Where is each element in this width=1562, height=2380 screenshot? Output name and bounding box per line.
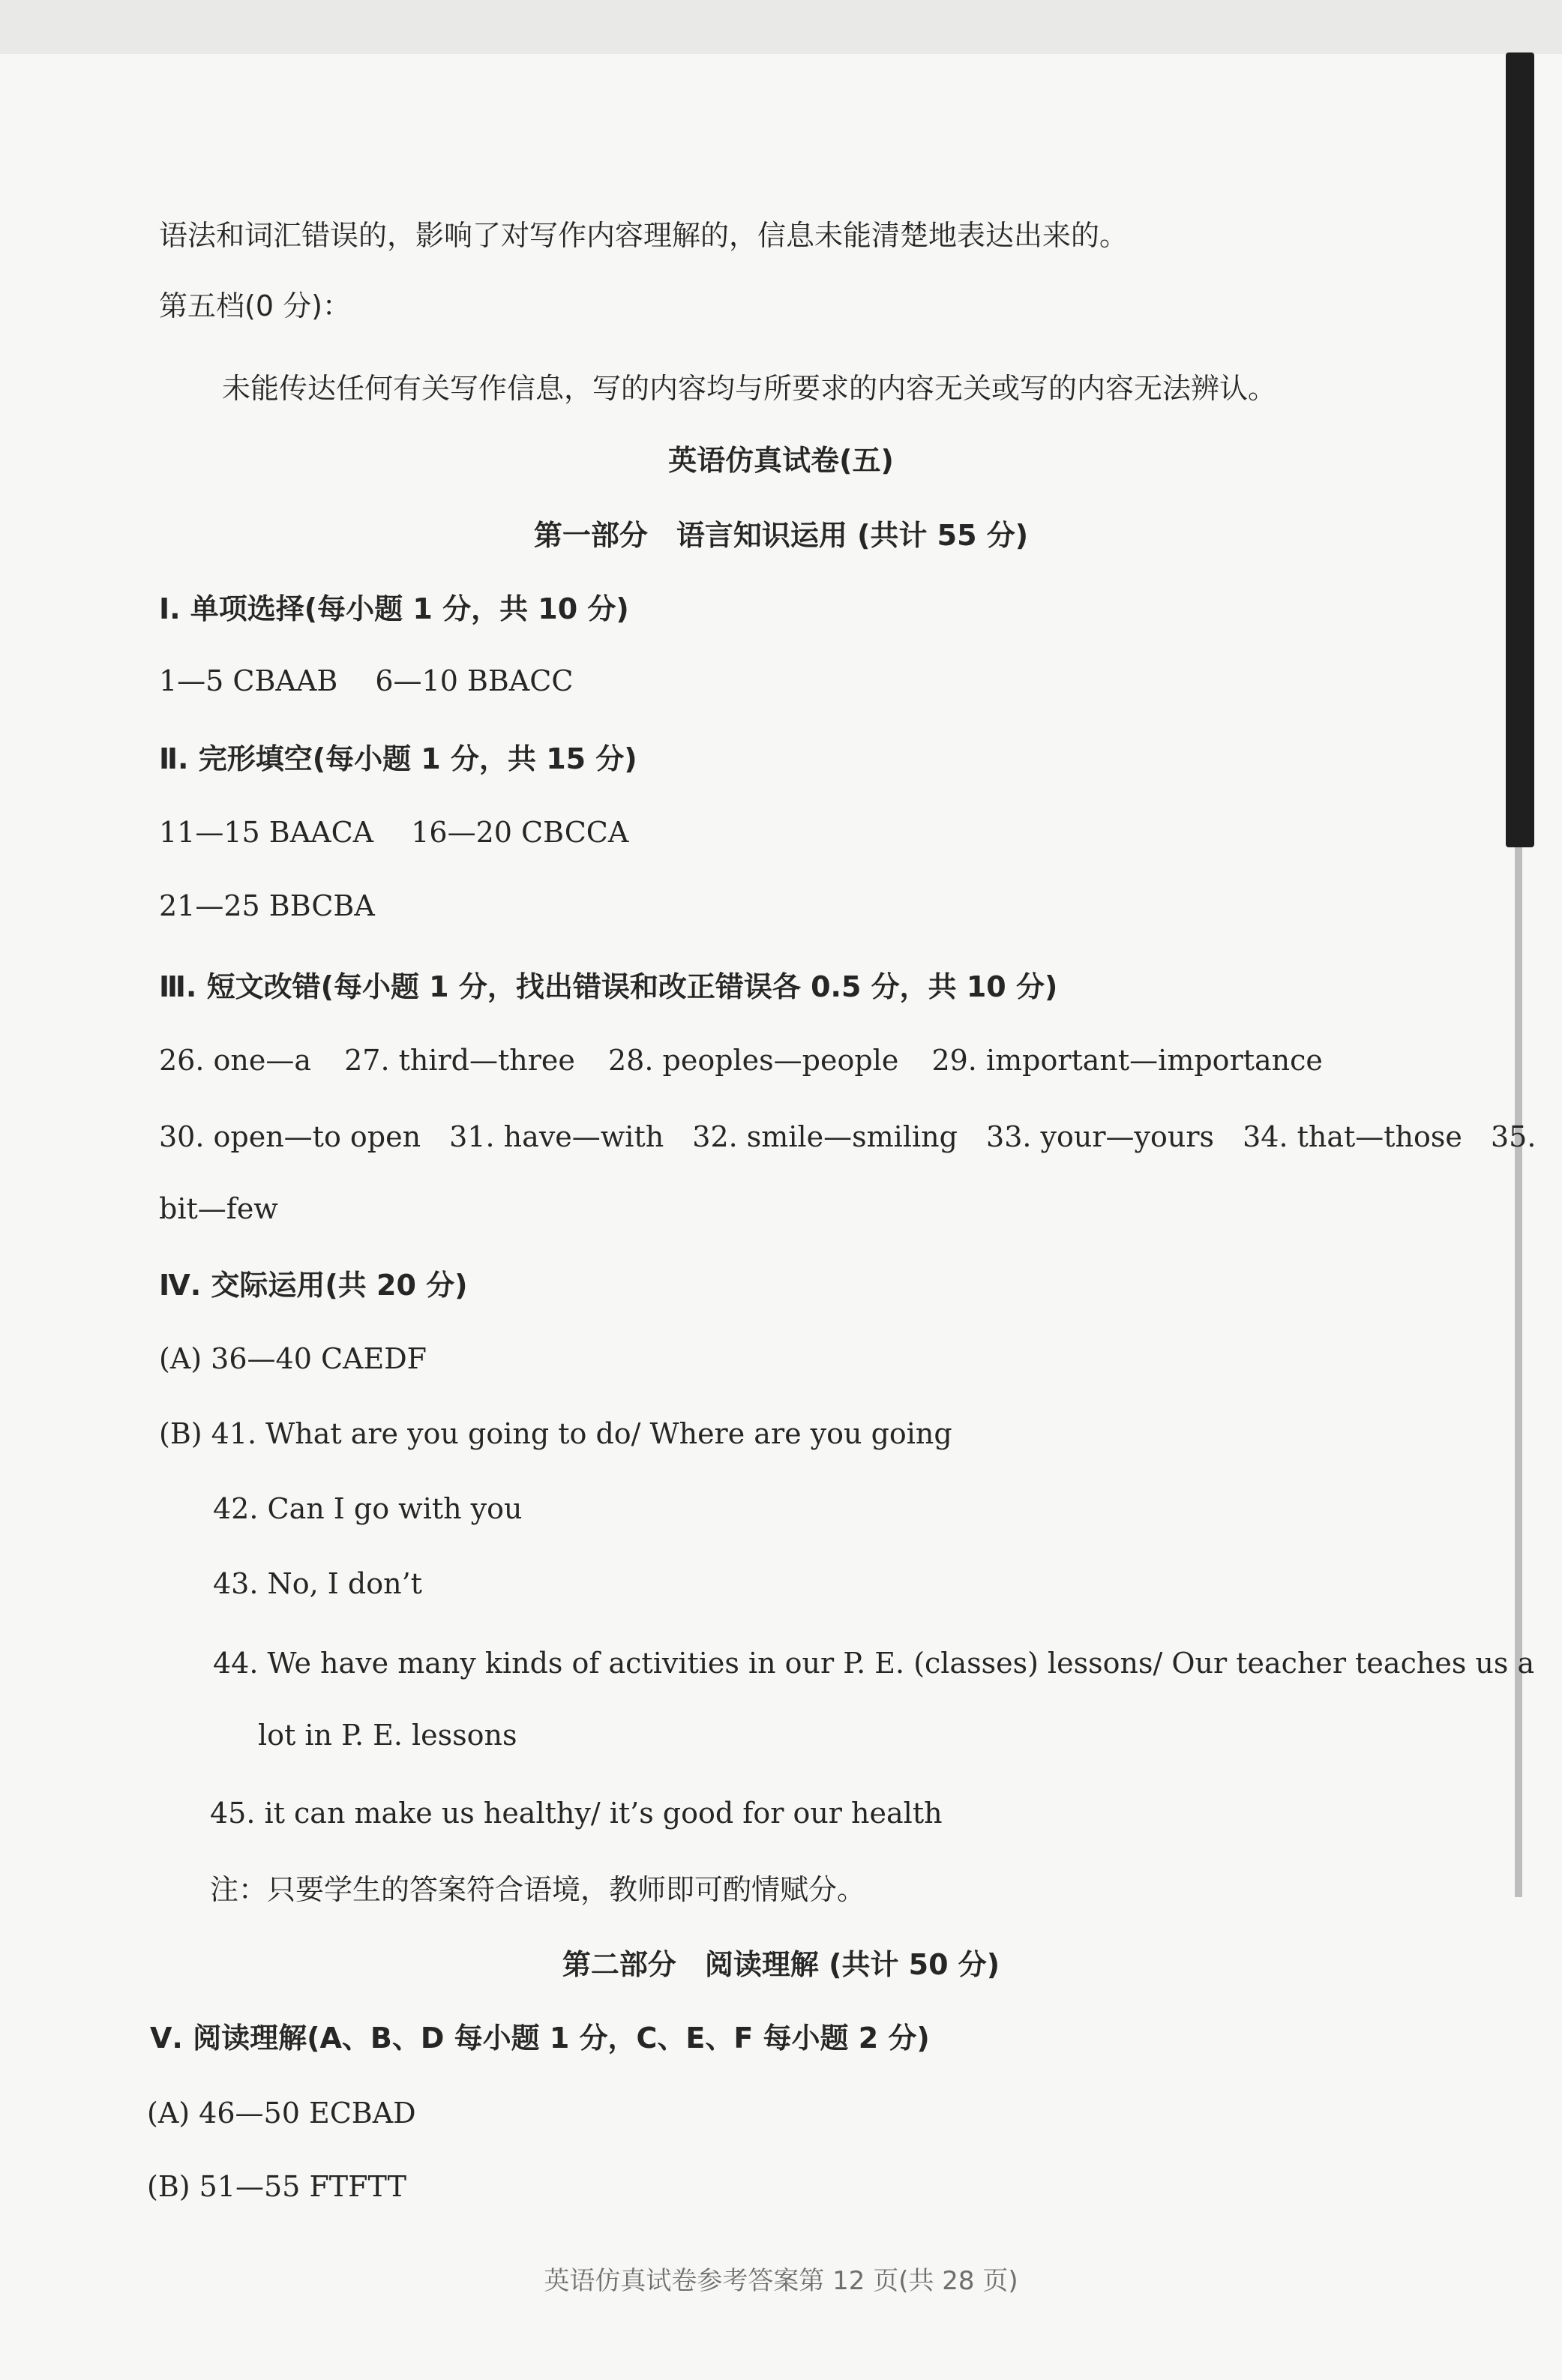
section-2-answers-row-1 (159, 814, 628, 850)
part-two-title: 第二部分 阅读理解 (共计 50 分) (562, 1948, 1000, 1981)
correction: 33. your—yours (986, 1120, 1215, 1153)
section-3-corrections-row-2 (159, 1119, 1536, 1155)
section-3-heading: Ⅲ. 短文改错(每小题 1 分，找出错误和改正错误各 0.5 分，共 10 分) (159, 970, 1058, 1003)
intro-line-2: 第五档(0 分)： (159, 289, 351, 322)
intro-line-1: 语法和词汇错误的，影响了对写作内容理解的，信息未能清楚地表达出来的。 (159, 219, 1129, 252)
intro-line-3: 未能传达任何有关写作信息，写的内容均与所要求的内容无关或写的内容无法辨认。 (222, 372, 1277, 405)
part-one-title: 第一部分 语言知识运用 (共计 55 分) (533, 519, 1029, 552)
section-4-answer-45: 45. it can make us healthy/ it’s good for our health (210, 1797, 943, 1830)
section-1-heading: Ⅰ. 单项选择(每小题 1 分，共 10 分) (159, 592, 629, 625)
section-4-part-a: (A) 36—40 CAEDF (159, 1342, 427, 1375)
section-5-heading: Ⅴ. 阅读理解(A、B、D 每小题 1 分，C、E、F 每小题 2 分) (150, 2022, 930, 2055)
section-5-part-b: (B) 51—55 FTFTT (147, 2170, 406, 2203)
section-4-answer-44-cont: lot in P. E. lessons (258, 1719, 517, 1752)
correction: 29. important—importance (931, 1044, 1323, 1077)
correction: 31. have—with (449, 1120, 664, 1153)
correction: 28. peoples—people (608, 1044, 899, 1077)
section-4-answer-41: (B) 41. What are you going to do/ Where are you going (159, 1417, 952, 1450)
correction: 30. open—to open (159, 1120, 421, 1153)
correction: 32. smile—smiling (692, 1120, 958, 1153)
section-4-answer-44: 44. We have many kinds of activities in our P. E. (classes) lessons/ Our teacher teaches us a (213, 1647, 1535, 1680)
section-3-corrections-row-3: bit—few (159, 1192, 278, 1225)
section-2-heading: Ⅱ. 完形填空(每小题 1 分，共 15 分) (159, 742, 637, 775)
section-3-corrections-row-1 (159, 1042, 1323, 1078)
section-4-answer-43: 43. No, I don’t (213, 1567, 422, 1600)
answer-group: 16—20 CBCCA (411, 816, 629, 849)
correction: 34. that—those (1243, 1120, 1462, 1153)
section-5-part-a: (A) 46—50 ECBAD (147, 2097, 416, 2130)
section-1-answers (159, 663, 573, 699)
correction: 35. (1491, 1120, 1537, 1153)
answer-group: 1—5 CBAAB (159, 664, 338, 697)
scan-edge-line (1515, 847, 1522, 1897)
correction: 26. one—a (159, 1044, 312, 1077)
section-4-note: 注：只要学生的答案符合语境，教师即可酌情赋分。 (210, 1873, 866, 1906)
correction: 27. third—three (344, 1044, 575, 1077)
section-4-heading: Ⅳ. 交际运用(共 20 分) (159, 1269, 468, 1302)
section-4-answer-42: 42. Can I go with you (213, 1492, 523, 1525)
scan-top-band (0, 0, 1562, 54)
page-footer: 英语仿真试卷参考答案第 12 页(共 28 页) (544, 2266, 1018, 2296)
section-2-answers-row-2: 21—25 BBCBA (159, 889, 375, 922)
answer-group: 11—15 BAACA (159, 816, 374, 849)
answer-group: 6—10 BBACC (375, 664, 574, 697)
paper-title: 英语仿真试卷(五) (668, 444, 894, 477)
